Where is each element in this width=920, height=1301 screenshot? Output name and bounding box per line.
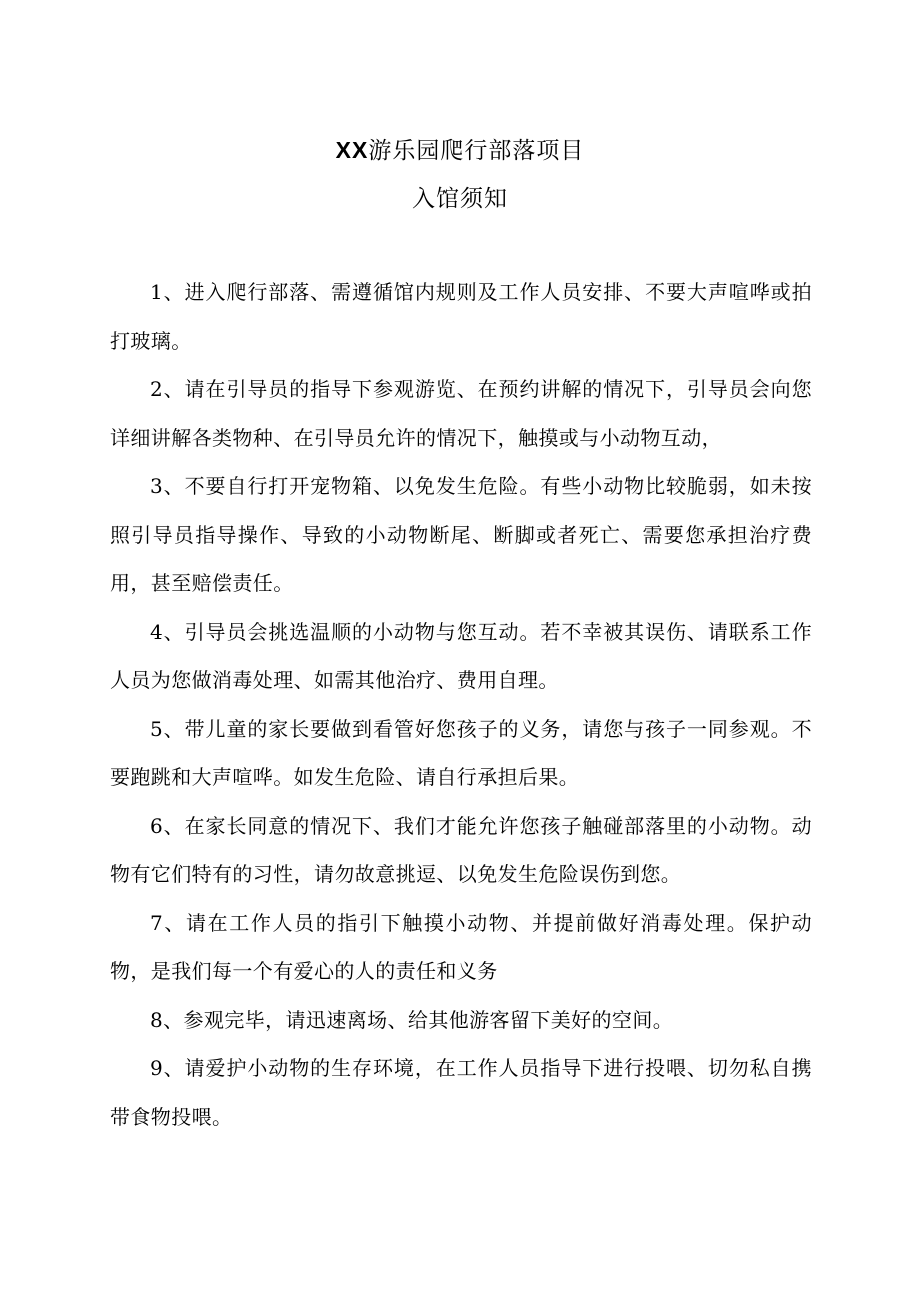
title-prefix: XX	[335, 137, 369, 163]
rule-item-2: 2、请在引导员的指导下参观游览、在预约讲解的情况下，引导员会向您详细讲解各类物种、在引导员允许的情况下，触摸或与小动物互动，	[110, 377, 812, 450]
rule-item-1: 1、进入爬行部落、需遵循馆内规则及工作人员安排、不要大声喧哗或拍打玻璃。	[110, 280, 812, 353]
document-title	[0, 126, 920, 175]
rule-item-9: 9、请爱护小动物的生存环境，在工作人员指导下进行投喂、切勿私自携带食物投喂。	[110, 1056, 812, 1129]
rule-item-8: 8、参观完毕，请迅速离场、给其他游客留下美好的空间。	[150, 1007, 674, 1032]
document-subtitle: 入馆须知	[412, 186, 508, 212]
title-block	[0, 126, 920, 223]
rule-item-5: 5、带儿童的家长要做到看管好您孩子的义务，请您与孩子一同参观。不要跑跳和大声喧哗。如发生危险、请自行承担后果。	[110, 716, 812, 789]
rule-item-6: 6、在家长同意的情况下、我们才能允许您孩子触碰部落里的小动物。动物有它们特有的习性，请勿故意挑逗、以免发生危险误伤到您。	[110, 813, 812, 886]
rule-item-3: 3、不要自行打开宠物箱、以免发生危险。有些小动物比较脆弱，如未按照引导员指导操作、导致的小动物断尾、断脚或者死亡、需要您承担治疗费用，甚至赔偿责任。	[110, 474, 812, 595]
rule-item-7: 7、请在工作人员的指引下触摸小动物、并提前做好消毒处理。保护动物，是我们每一个有爱心的人的责任和义务	[110, 910, 812, 983]
rules-list	[110, 268, 812, 1141]
rule-item-4: 4、引导员会挑选温顺的小动物与您互动。若不幸被其误伤、请联系工作人员为您做消毒处理、如需其他治疗、费用自理。	[110, 619, 812, 692]
title-main: 游乐园爬行部落项目	[368, 138, 585, 164]
